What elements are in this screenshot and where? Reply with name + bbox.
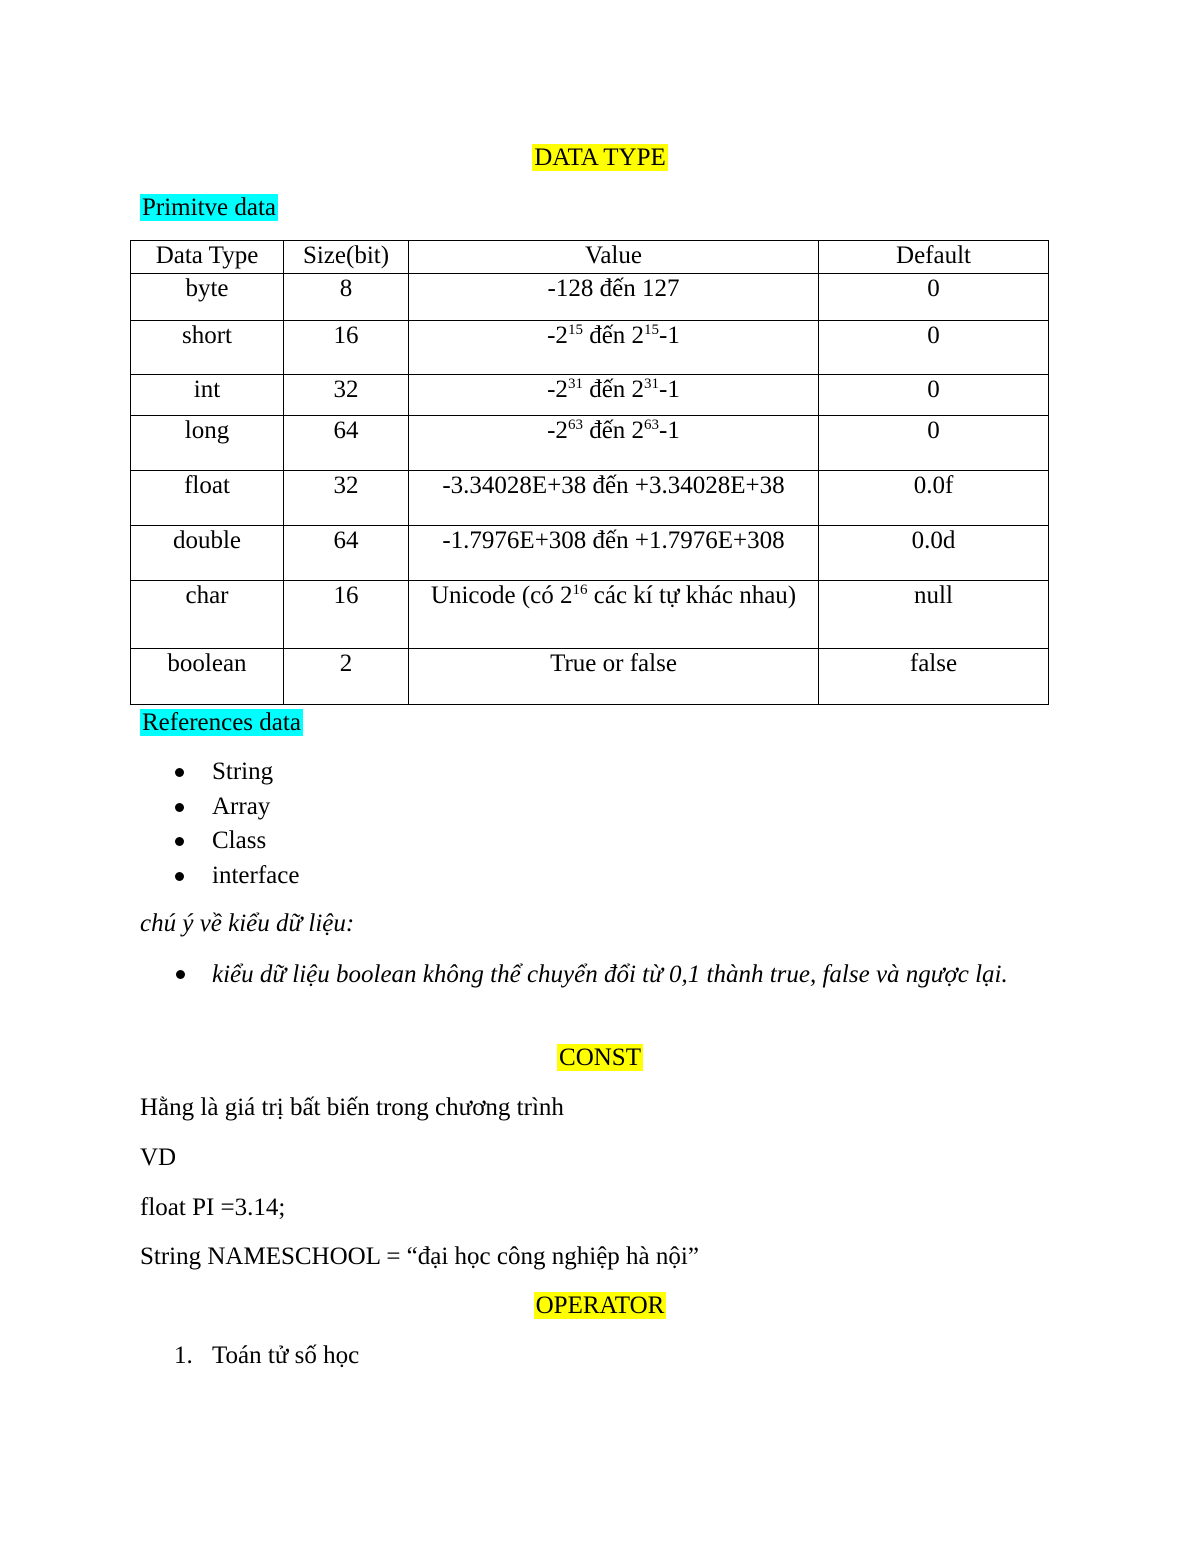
example-label: VD	[140, 1144, 177, 1171]
bullet-icon	[175, 837, 184, 846]
bullet-icon	[175, 872, 184, 881]
list-item-label: Toán tử số học	[212, 1342, 360, 1369]
title-operator	[0, 1290, 1200, 1322]
type-cell: byte	[131, 274, 284, 321]
title-operator-text: OPERATOR	[535, 1292, 665, 1319]
value-cell: -3.34028E+38 đến +3.34028E+38	[409, 471, 819, 526]
type-cell: char	[131, 581, 284, 649]
default-cell: 0	[819, 375, 1049, 416]
type-cell: boolean	[131, 649, 284, 705]
list-item-label: String	[212, 758, 274, 785]
value-cell: Unicode (có $2^{16}$ các kí tự khác nhau)	[409, 581, 819, 649]
value-cell: $-2^{15}$ đến $2^{15}-1$	[409, 321, 819, 375]
example-line-2: String NAMESCHOOL = “đại học công nghiệp hà nội”	[140, 1243, 699, 1270]
title-const	[0, 1042, 1200, 1074]
table-row	[131, 649, 1049, 705]
size-cell: 64	[284, 416, 409, 471]
table-header-row	[131, 241, 1049, 274]
header-cell: Data Type	[131, 241, 284, 274]
title-const-text: CONST	[559, 1044, 641, 1071]
list-item	[140, 824, 299, 859]
value-cell: -128 đến 127	[409, 274, 819, 321]
primitive-heading-text: Primitve data	[142, 194, 276, 221]
table-row	[131, 526, 1049, 581]
default-cell: 0.0d	[819, 526, 1049, 581]
list-item	[140, 755, 299, 790]
list-item	[140, 790, 299, 825]
type-cell: double	[131, 526, 284, 581]
size-cell: 32	[284, 471, 409, 526]
table-row	[131, 274, 1049, 321]
type-cell: float	[131, 471, 284, 526]
type-cell: int	[131, 375, 284, 416]
size-cell: 8	[284, 274, 409, 321]
default-cell: 0	[819, 274, 1049, 321]
const-description: Hằng là giá trị bất biến trong chương trình	[140, 1094, 564, 1121]
value-cell: True or false	[409, 649, 819, 705]
size-cell: 64	[284, 526, 409, 581]
size-cell: 16	[284, 321, 409, 375]
bullet-icon	[175, 803, 184, 812]
list-item-label: Array	[212, 792, 271, 820]
value-cell: $-2^{31}$ đến $2^{31}-1$	[409, 375, 819, 416]
list-item-label: interface	[212, 861, 300, 889]
header-cell: Default	[819, 241, 1049, 274]
type-cell: short	[131, 321, 284, 375]
list-number: 1.	[174, 1342, 193, 1369]
operator-list-item	[174, 1340, 359, 1372]
references-list	[140, 755, 299, 893]
title-data-type-text: DATA TYPE	[534, 144, 666, 171]
table-row	[131, 471, 1049, 526]
primitive-heading	[140, 192, 278, 224]
table-row	[131, 416, 1049, 471]
list-item	[140, 859, 299, 894]
value-cell: $-2^{63}$ đến $2^{63}-1$	[409, 416, 819, 471]
table-row	[131, 375, 1049, 416]
note-heading: chú ý về kiểu dữ liệu:	[140, 910, 355, 937]
default-cell: false	[819, 649, 1049, 705]
value-cell: -1.7976E+308 đến +1.7976E+308	[409, 526, 819, 581]
references-heading-text: References data	[142, 709, 301, 736]
bullet-icon	[176, 970, 185, 979]
header-cell: Value	[409, 241, 819, 274]
default-cell: 0	[819, 321, 1049, 375]
default-cell: 0	[819, 416, 1049, 471]
example-line-1: float PI =3.14;	[140, 1194, 286, 1221]
table-row	[131, 321, 1049, 375]
bullet-icon	[175, 768, 184, 777]
size-cell: 16	[284, 581, 409, 649]
note-item: kiểu dữ liệu boolean không thể chuyển đổi từ 0,1 thành true, false và ngược lại.	[212, 961, 1008, 988]
type-cell: long	[131, 416, 284, 471]
header-cell: Size(bit)	[284, 241, 409, 274]
default-cell: null	[819, 581, 1049, 649]
title-data-type	[0, 142, 1200, 174]
size-cell: 2	[284, 649, 409, 705]
list-item-label: Class	[212, 827, 267, 854]
table-row	[131, 581, 1049, 649]
data-type-table	[130, 240, 1049, 705]
default-cell: 0.0f	[819, 471, 1049, 526]
references-heading	[140, 707, 303, 739]
size-cell: 32	[284, 375, 409, 416]
